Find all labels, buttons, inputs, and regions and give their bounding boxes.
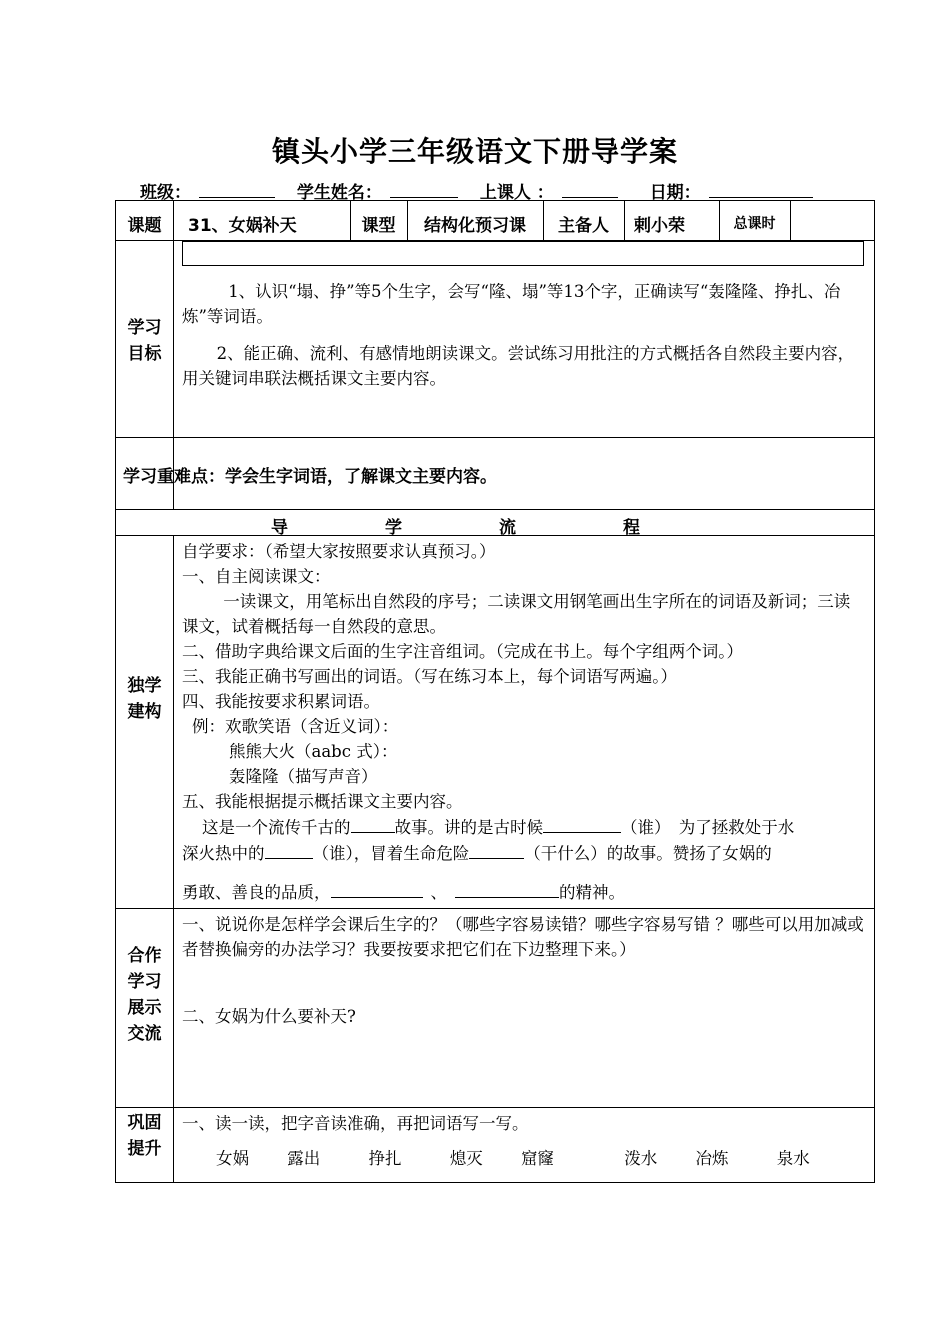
column-rule bbox=[790, 201, 791, 240]
date-label: 日期： bbox=[649, 183, 701, 203]
key-points: 学习重难点：学会生字词语，了解课文主要内容。 bbox=[123, 467, 497, 487]
lesson-table bbox=[115, 200, 875, 1183]
self-study-line: 三、我能正确书写画出的词语。（写在练习本上，每个词语写两遍。） bbox=[182, 667, 677, 686]
word-item: 窟窿 bbox=[521, 1149, 554, 1168]
student-field[interactable] bbox=[390, 181, 458, 198]
goals-label-line: 学习 bbox=[127, 318, 162, 338]
fill-blank[interactable] bbox=[543, 814, 621, 833]
summary-text: （谁），冒着生命危险 bbox=[312, 844, 470, 863]
goal-item: 2、能正确、流利、有感情地朗读课文。尝试练习用批注的方式概括各自然段主要内容，用关键词串联法概括课文主要内容。 bbox=[182, 344, 855, 388]
class-field[interactable] bbox=[199, 181, 275, 198]
summary-text: 勇敢、善良的品质， bbox=[182, 883, 331, 902]
page-title: 镇头小学三年级语文下册导学案 bbox=[271, 135, 678, 168]
preparer-value: 剌小荣 bbox=[634, 216, 685, 236]
flow-heading-char: 程 bbox=[623, 518, 640, 538]
self-study-label-line: 建构 bbox=[127, 702, 162, 722]
word-item: 冶炼 bbox=[695, 1149, 729, 1168]
column-rule bbox=[173, 535, 174, 1183]
teacher-field[interactable] bbox=[562, 181, 618, 198]
goal-empty-box[interactable] bbox=[182, 241, 864, 266]
self-study-line: 一读课文，用笔标出自然段的序号；二读课文用钢笔画出生字所在的词语及新词；三读课文，试着概括每一自然段的意思。 bbox=[182, 592, 851, 636]
fill-blank[interactable] bbox=[265, 840, 313, 859]
goals-label-line: 目标 bbox=[127, 344, 162, 364]
cooperate-label-line: 交流 bbox=[127, 1024, 162, 1044]
self-study-label bbox=[116, 673, 173, 725]
consolidate-text bbox=[182, 1111, 866, 1171]
flow-heading-char: 流 bbox=[499, 518, 516, 538]
consolidate-label bbox=[116, 1110, 173, 1162]
word-item: 泉水 bbox=[776, 1149, 810, 1168]
self-study-line: 五、我能根据提示概括课文主要内容。 bbox=[182, 792, 463, 811]
word-item: 女娲 bbox=[216, 1149, 249, 1168]
self-study-line: 轰隆隆（描写声音） bbox=[229, 767, 378, 786]
flow-heading-char: 导 bbox=[271, 518, 288, 538]
summary-text: 、 bbox=[430, 883, 447, 902]
summary-fill-line bbox=[182, 840, 866, 866]
goal-item: 1、认识“塌、挣”等5个生字，会写“隆、塌”等13个字，正确读写“轰隆隆、挣扎、冶炼”等词语。 bbox=[182, 282, 841, 326]
cooperate-question: 一、说说你是怎样学会课后生字的？（哪些字容易读错？哪些字容易写错 ？哪些可以用加减或者替换偏旁的办法学习？我要按要求把它们在下边整理下来。） bbox=[182, 915, 864, 959]
date-field[interactable] bbox=[709, 181, 813, 198]
flow-heading-char: 学 bbox=[385, 518, 402, 538]
consolidate-task: 一、读一读，把字音读准确，再把词语写一写。 bbox=[182, 1114, 529, 1133]
type-label: 课型 bbox=[361, 216, 396, 236]
summary-text: （谁） 为了拯救处于水 bbox=[621, 818, 795, 837]
fill-blank[interactable] bbox=[469, 840, 524, 859]
word-list bbox=[182, 1146, 866, 1171]
rule bbox=[116, 509, 874, 510]
summary-fill-line bbox=[182, 879, 866, 905]
rule bbox=[116, 908, 874, 909]
summary-text: 深火热中的 bbox=[182, 844, 265, 863]
self-study-text bbox=[182, 539, 866, 905]
hours-label: 总课时 bbox=[733, 216, 776, 232]
cooperate-label bbox=[116, 943, 173, 1047]
cooperate-question: 二、女娲为什么要补天? bbox=[182, 1007, 356, 1026]
topic-label: 课题 bbox=[127, 216, 162, 236]
teacher-label: 上课人 ： bbox=[479, 183, 554, 203]
self-study-label-line: 独学 bbox=[127, 676, 162, 696]
self-study-line: 四、我能按要求积累词语。 bbox=[182, 692, 380, 711]
summary-text: （干什么）的故事。赞扬了女娲的 bbox=[524, 844, 772, 863]
self-study-line: 一、自主阅读课文： bbox=[182, 567, 331, 586]
class-label: 班级： bbox=[140, 183, 191, 203]
fill-blank[interactable] bbox=[351, 814, 395, 833]
word-item: 泼水 bbox=[624, 1149, 658, 1168]
summary-text: 这是一个流传千古的 bbox=[202, 818, 351, 837]
flow-heading bbox=[116, 511, 874, 537]
consolidate-label-line: 提升 bbox=[127, 1139, 162, 1159]
self-study-line: 二、借助字典给课文后面的生字注音组词。（完成在书上。每个字组两个词。） bbox=[182, 642, 743, 661]
summary-text: 的精神。 bbox=[559, 883, 625, 902]
self-study-line: 自学要求：（希望大家按照要求认真预习。） bbox=[182, 542, 496, 561]
goals-label bbox=[116, 315, 173, 367]
student-label: 学生姓名： bbox=[296, 183, 382, 203]
consolidate-label-line: 巩固 bbox=[127, 1113, 162, 1133]
preparer-label: 主备人 bbox=[558, 216, 609, 236]
cooperate-label-line: 合作 bbox=[127, 946, 162, 966]
summary-text: 故事。讲的是古时候 bbox=[394, 818, 543, 837]
cooperate-label-line: 学习 bbox=[127, 972, 162, 992]
cooperate-text bbox=[182, 912, 866, 1029]
topic-value: 31、女娲补天 bbox=[188, 216, 297, 236]
rule bbox=[116, 1107, 874, 1108]
summary-fill-line bbox=[182, 814, 866, 840]
fill-blank[interactable] bbox=[455, 879, 559, 898]
cooperate-label-line: 展示 bbox=[127, 998, 162, 1018]
word-item: 露出 bbox=[287, 1149, 321, 1168]
self-study-line: 例：欢歌笑语（含近义词）： bbox=[192, 717, 399, 736]
word-item: 挣扎 bbox=[368, 1149, 402, 1168]
rule bbox=[116, 437, 874, 438]
goals-text bbox=[182, 279, 866, 391]
column-rule bbox=[624, 201, 625, 240]
type-value: 结构化预习课 bbox=[424, 216, 526, 236]
word-item: 熄灭 bbox=[449, 1149, 483, 1168]
self-study-line: 熊熊大火（aabc 式）： bbox=[229, 742, 398, 761]
fill-blank[interactable] bbox=[331, 879, 423, 898]
